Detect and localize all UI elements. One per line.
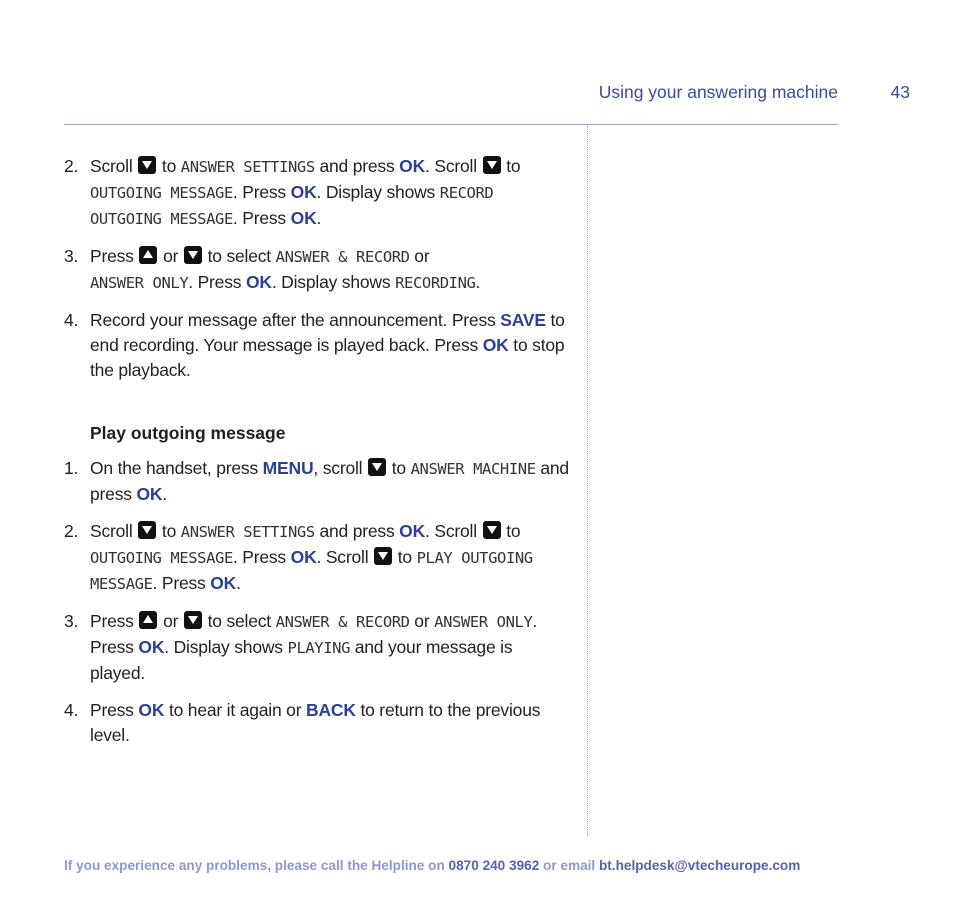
record-steps-list xyxy=(64,154,569,383)
key-label: OK xyxy=(136,484,163,504)
display-text: ANSWER ONLY xyxy=(90,274,189,292)
key-label: OK xyxy=(290,208,317,228)
section-heading: Play outgoing message xyxy=(90,423,286,443)
list-item: 4. Press OK to hear it again or BACK to return to the previous level. xyxy=(64,700,541,745)
key-label: OK xyxy=(290,182,317,202)
display-text: OUTGOING MESSAGE xyxy=(90,184,233,202)
key-label: OK xyxy=(138,700,165,720)
main-content xyxy=(64,154,569,760)
display-text: RECORD OUTGOING MESSAGE xyxy=(90,184,494,228)
down-arrow-key-icon xyxy=(138,156,156,174)
list-item: 2. Scroll to ANSWER SETTINGS and press OK. Scroll to OUTGOING MESSAGE. Press OK. Scroll to PLAY OUTGOING MESSAGE. Press OK. xyxy=(64,521,533,593)
key-label: OK xyxy=(399,521,426,541)
list-item: 4. Record your message after the announcement. Press SAVE to end recording. Your message is played back. Press OK to stop the playback. xyxy=(64,310,565,380)
key-label: OK xyxy=(290,547,317,567)
display-text: ANSWER SETTINGS xyxy=(180,523,315,541)
key-label: OK xyxy=(210,573,237,593)
page-number: 43 xyxy=(890,82,910,102)
page-header-title: Using your answering machine xyxy=(598,82,838,102)
up-arrow-key-icon xyxy=(139,611,157,629)
display-text: ANSWER & RECORD xyxy=(275,613,410,631)
key-label: OK xyxy=(245,272,272,292)
down-arrow-key-icon xyxy=(374,547,392,565)
helpdesk-email: bt.helpdesk@vtecheurope.com xyxy=(598,858,801,873)
key-label: OK xyxy=(399,156,426,176)
key-label: OK xyxy=(138,637,165,657)
display-text: PLAYING xyxy=(287,639,351,657)
helpline-phone: 0870 240 3962 xyxy=(448,858,540,873)
key-label: MENU xyxy=(262,458,314,478)
display-text: ANSWER SETTINGS xyxy=(180,158,315,176)
footer-text: If you experience any problems, please call the Helpline on xyxy=(64,858,445,873)
down-arrow-key-icon xyxy=(138,521,156,539)
down-arrow-key-icon xyxy=(184,246,202,264)
down-arrow-key-icon xyxy=(368,458,386,476)
display-text: RECORDING xyxy=(395,274,476,292)
display-text: ANSWER MACHINE xyxy=(410,460,536,478)
list-item: 1. On the handset, press MENU, scroll to ANSWER MACHINE and press OK. xyxy=(64,458,569,504)
down-arrow-key-icon xyxy=(184,611,202,629)
list-item: 3. Press or to select ANSWER & RECORD or ANSWER ONLY. Press OK. Display shows PLAYING and your message is played. xyxy=(64,611,538,683)
up-arrow-key-icon xyxy=(139,246,157,264)
helpline-footer xyxy=(64,858,884,873)
key-label: BACK xyxy=(306,700,356,720)
column-divider xyxy=(587,126,588,836)
display-text: ANSWER & RECORD xyxy=(275,248,410,266)
footer-text: or email xyxy=(543,858,596,873)
header-divider xyxy=(64,124,838,125)
key-label: SAVE xyxy=(500,310,546,330)
list-item: 3. Press or to select ANSWER & RECORD or ANSWER ONLY. Press OK. Display shows RECORDING. xyxy=(64,246,481,292)
down-arrow-key-icon xyxy=(483,156,501,174)
display-text: OUTGOING MESSAGE xyxy=(90,549,233,567)
display-text: ANSWER ONLY xyxy=(434,613,533,631)
display-text: PLAY OUTGOING MESSAGE xyxy=(90,549,533,593)
play-steps-list xyxy=(64,456,569,748)
list-item: 2. Scroll to ANSWER SETTINGS and press OK. Scroll to OUTGOING MESSAGE. Press OK. Display shows RECORD OUTGOING MESSAGE. Press OK. xyxy=(64,156,521,228)
key-label: OK xyxy=(482,335,509,355)
down-arrow-key-icon xyxy=(483,521,501,539)
